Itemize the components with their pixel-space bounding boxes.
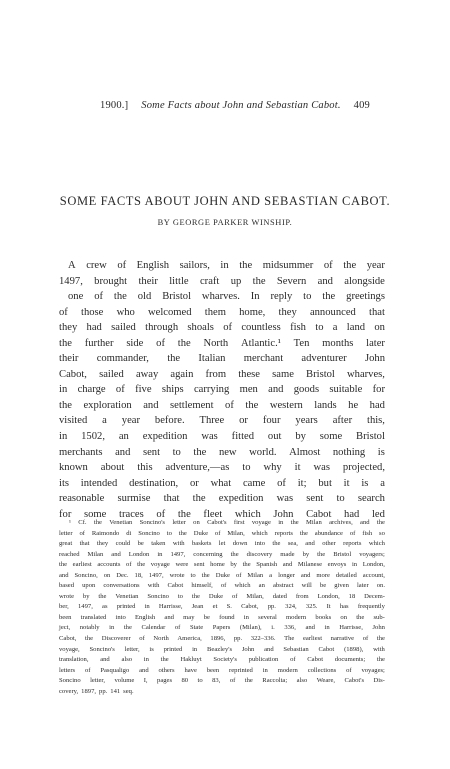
body-line: Cabot, sailed away again from these same Bristol wharves, bbox=[59, 368, 385, 380]
footnote-line: covery, 1897, pp. 141 seq. bbox=[59, 687, 134, 695]
footnote-line: letter of Raimondo di Soncino to the Duke of Milan, which reports the abundance of fish so bbox=[59, 529, 385, 537]
body-line: for some traces of the fleet which John Cabot had led bbox=[59, 508, 385, 520]
footnote-line: ¹ Cf. the Venetian Soncino's letter on Cabot's first voyage in the Milan archives, and the bbox=[69, 519, 385, 526]
body-line: their commander, the Italian merchant adventurer John bbox=[59, 353, 385, 365]
body-line: one of the old Bristol wharves. In reply to the greetings bbox=[68, 291, 385, 303]
body-line: 1497, brought their little craft up the Severn and alongside bbox=[59, 275, 385, 287]
footnote-line: based upon conversations with Cabot himself, of which an abstract will be given later on. bbox=[59, 582, 385, 590]
body-line: its intended destination, or what came of it; but it is a bbox=[59, 477, 385, 489]
body-line: the further side of the North Atlantic.¹ Ten months later bbox=[59, 337, 385, 349]
body-line: they had sailed through shoals of countless fish to a land on bbox=[59, 322, 385, 334]
running-head bbox=[100, 100, 370, 111]
footnote-line: ject, notably in the Calendar of State Papers (Milan), i. 336, and in Harrisse, John bbox=[59, 624, 385, 632]
body-line: in charge of five ships carrying men and goods suitable for bbox=[59, 384, 385, 396]
footnote-line: translation, and also in the Hakluyt Society's publication of Cabot documents; the bbox=[59, 656, 385, 664]
body-line: merchants and sent to the new world. Almost nothing is bbox=[59, 446, 385, 458]
body-line: in 1502, an expedition was fitted out by some Bristol bbox=[59, 431, 385, 443]
body-line: of those who welcomed them home, they announced that bbox=[59, 306, 385, 318]
body-text bbox=[59, 258, 385, 522]
running-head-year: 1900.] bbox=[100, 100, 129, 111]
body-line: visited a year before. Three or four years after this, bbox=[59, 415, 385, 427]
article-byline: BY GEORGE PARKER WINSHIP. bbox=[157, 218, 293, 227]
body-line: A crew of English sailors, in the midsummer of the year bbox=[68, 260, 385, 271]
body-line: the exploration and settlement of the western lands he had bbox=[59, 399, 385, 411]
footnote-line: ber, 1497, as printed in Harrisse, Jean et S. Cabot, pp. 324, 325. It has frequently bbox=[59, 603, 385, 611]
footnote-line: Cabot, the Discoverer of North America, 1896, pp. 322–336. The earliest narrative of the bbox=[59, 635, 385, 643]
footnotes bbox=[59, 518, 385, 697]
footnote-line: great that they could be taken with baskets let down into the sea, and other reports which bbox=[59, 540, 385, 548]
body-line: reasonable surmise that the expedition was sent to search bbox=[59, 493, 385, 505]
footnote-line: reached Milan and London in 1497, concerning the discovery made by the Bristol voyagers; bbox=[59, 550, 385, 558]
article-title: SOME FACTS ABOUT JOHN AND SEBASTIAN CABOT. bbox=[59, 194, 391, 208]
footnote-line: voyage, Soncino's letter, is printed in Beazley's John and Sebastian Cabot (1898), with bbox=[59, 645, 385, 653]
footnote-line: and Soncino, on Dec. 18, 1497, wrote to the Duke of Milan a longer and more detailed account, bbox=[59, 571, 385, 579]
body-line: known about this adventure,—as to why it was projected, bbox=[59, 462, 385, 474]
footnote-line: letters of Pasqualigo and others have been reprinted in modern collections of voyages; bbox=[59, 666, 385, 674]
footnote-line: wrote by the Venetian Soncino to the Duke of Milan, dated from London, 18 Decem- bbox=[59, 592, 385, 600]
footnote-line: Soncino letter, volume I, pages 80 to 83, of the Raccolta; also Weare, Cabot's Dis- bbox=[59, 677, 385, 685]
footnote-line: the earliest accounts of the voyage were sent home by the Spanish and Milanese envoys in London, bbox=[59, 561, 385, 569]
running-head-title: Some Facts about John and Sebastian Cabot. bbox=[141, 100, 341, 111]
page-number: 409 bbox=[353, 100, 370, 111]
footnote-line: been translated into English and may be found in several modern books on the sub- bbox=[59, 613, 385, 621]
